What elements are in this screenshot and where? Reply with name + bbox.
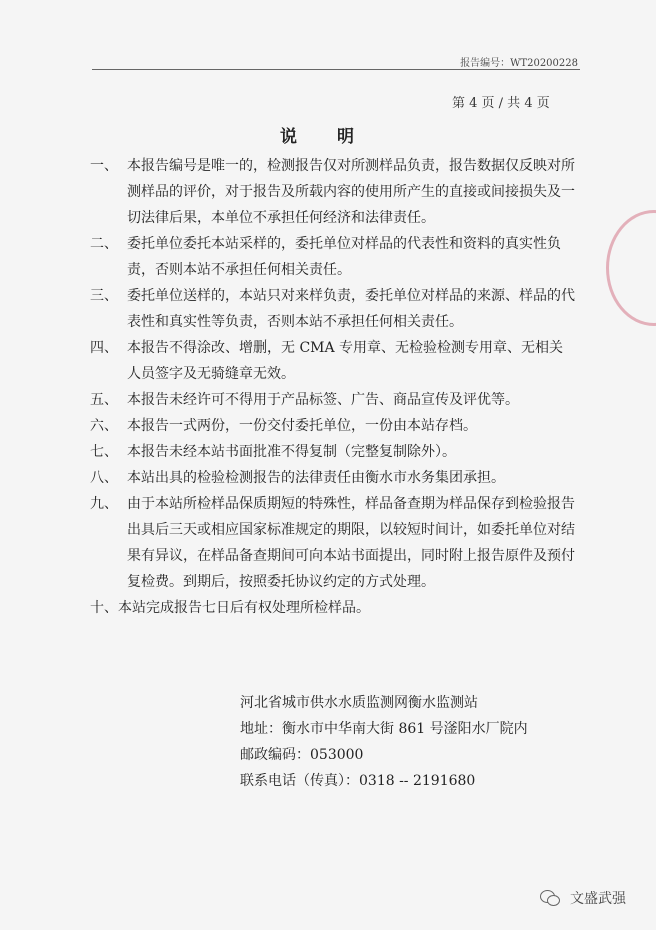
item-text: 本报告编号是唯一的，检测报告仅对所测样品负责，报告数据仅反映对所测样品的评价，对于报告及所载内容的使用所产生的直接或间接损失及一切法律后果，本单位不承担任何经济和法律责任。: [127, 158, 575, 226]
notes-list: [90, 153, 576, 621]
item-number: 五、: [90, 392, 118, 408]
list-item: [90, 595, 576, 621]
item-text: 本报告不得涂改、增删，无 CMA 专用章、无检验检测专用章、无相关人员签字及无骑缝章无效。: [127, 340, 564, 382]
item-text: 本报告一式两份，一份交付委托单位，一份由本站存档。: [127, 418, 477, 434]
item-number: 四、: [90, 340, 118, 356]
list-item: [90, 153, 576, 231]
item-text: 本报告未经本站书面批准不得复制（完整复制除外）。: [127, 444, 456, 460]
postcode: 邮政编码：053000: [240, 747, 364, 763]
item-text: 本站完成报告七日后有权处理所检样品。: [118, 600, 370, 616]
address: 地址：衡水市中华南大街 861 号滏阳水厂院内: [240, 721, 528, 737]
item-text: 由于本站所检样品保质期短的特殊性，样品备查期为样品保存到检验报告出具后三天或相应国家标准规定的期限，以较短时间计，如委托单位对结果有异议，在样品备查期间可向本站书面提出，同时附上报告原件及预付复检费。到期后，按照委托协议约定的方式处理。: [127, 496, 575, 590]
contact-block: [240, 690, 528, 794]
list-item: [90, 387, 576, 413]
item-number: 三、: [90, 288, 118, 304]
list-item: [90, 283, 576, 335]
header-divider: [92, 69, 580, 70]
list-item: [90, 491, 576, 595]
page-count: 第 4 页 / 共 4 页: [452, 96, 550, 111]
wechat-icon: [540, 889, 562, 907]
list-item: [90, 413, 576, 439]
phone: 联系电话（传真）：0318 -- 2191680: [240, 773, 476, 789]
item-text: 委托单位送样的，本站只对来样负责，委托单位对样品的来源、样品的代表性和真实性等负责，否则本站不承担任何相关责任。: [127, 288, 575, 330]
item-number: 二、: [90, 236, 118, 252]
item-number: 七、: [90, 444, 118, 460]
list-item: [90, 231, 576, 283]
seal-stamp: [606, 210, 656, 326]
item-text: 本报告未经许可不得用于产品标签、广告、商品宣传及评优等。: [127, 392, 519, 408]
organization-name: 河北省城市供水水质监测网衡水监测站: [240, 695, 478, 711]
item-text: 委托单位委托本站采样的，委托单位对样品的代表性和资料的真实性负责，否则本站不承担任何相关责任。: [127, 236, 561, 278]
watermark: [540, 888, 626, 908]
watermark-text: 文盛武强: [570, 891, 626, 907]
item-number: 一、: [90, 158, 118, 174]
page-title: 说明: [280, 127, 394, 147]
item-number: 九、: [90, 496, 118, 512]
item-number: 十、: [90, 600, 118, 616]
item-text: 本站出具的检验检测报告的法律责任由衡水市水务集团承担。: [127, 470, 505, 486]
item-number: 八、: [90, 470, 118, 486]
report-number: 报告编号：WT20200228: [460, 58, 578, 69]
list-item: [90, 465, 576, 491]
list-item: [90, 335, 576, 387]
list-item: [90, 439, 576, 465]
item-number: 六、: [90, 418, 118, 434]
